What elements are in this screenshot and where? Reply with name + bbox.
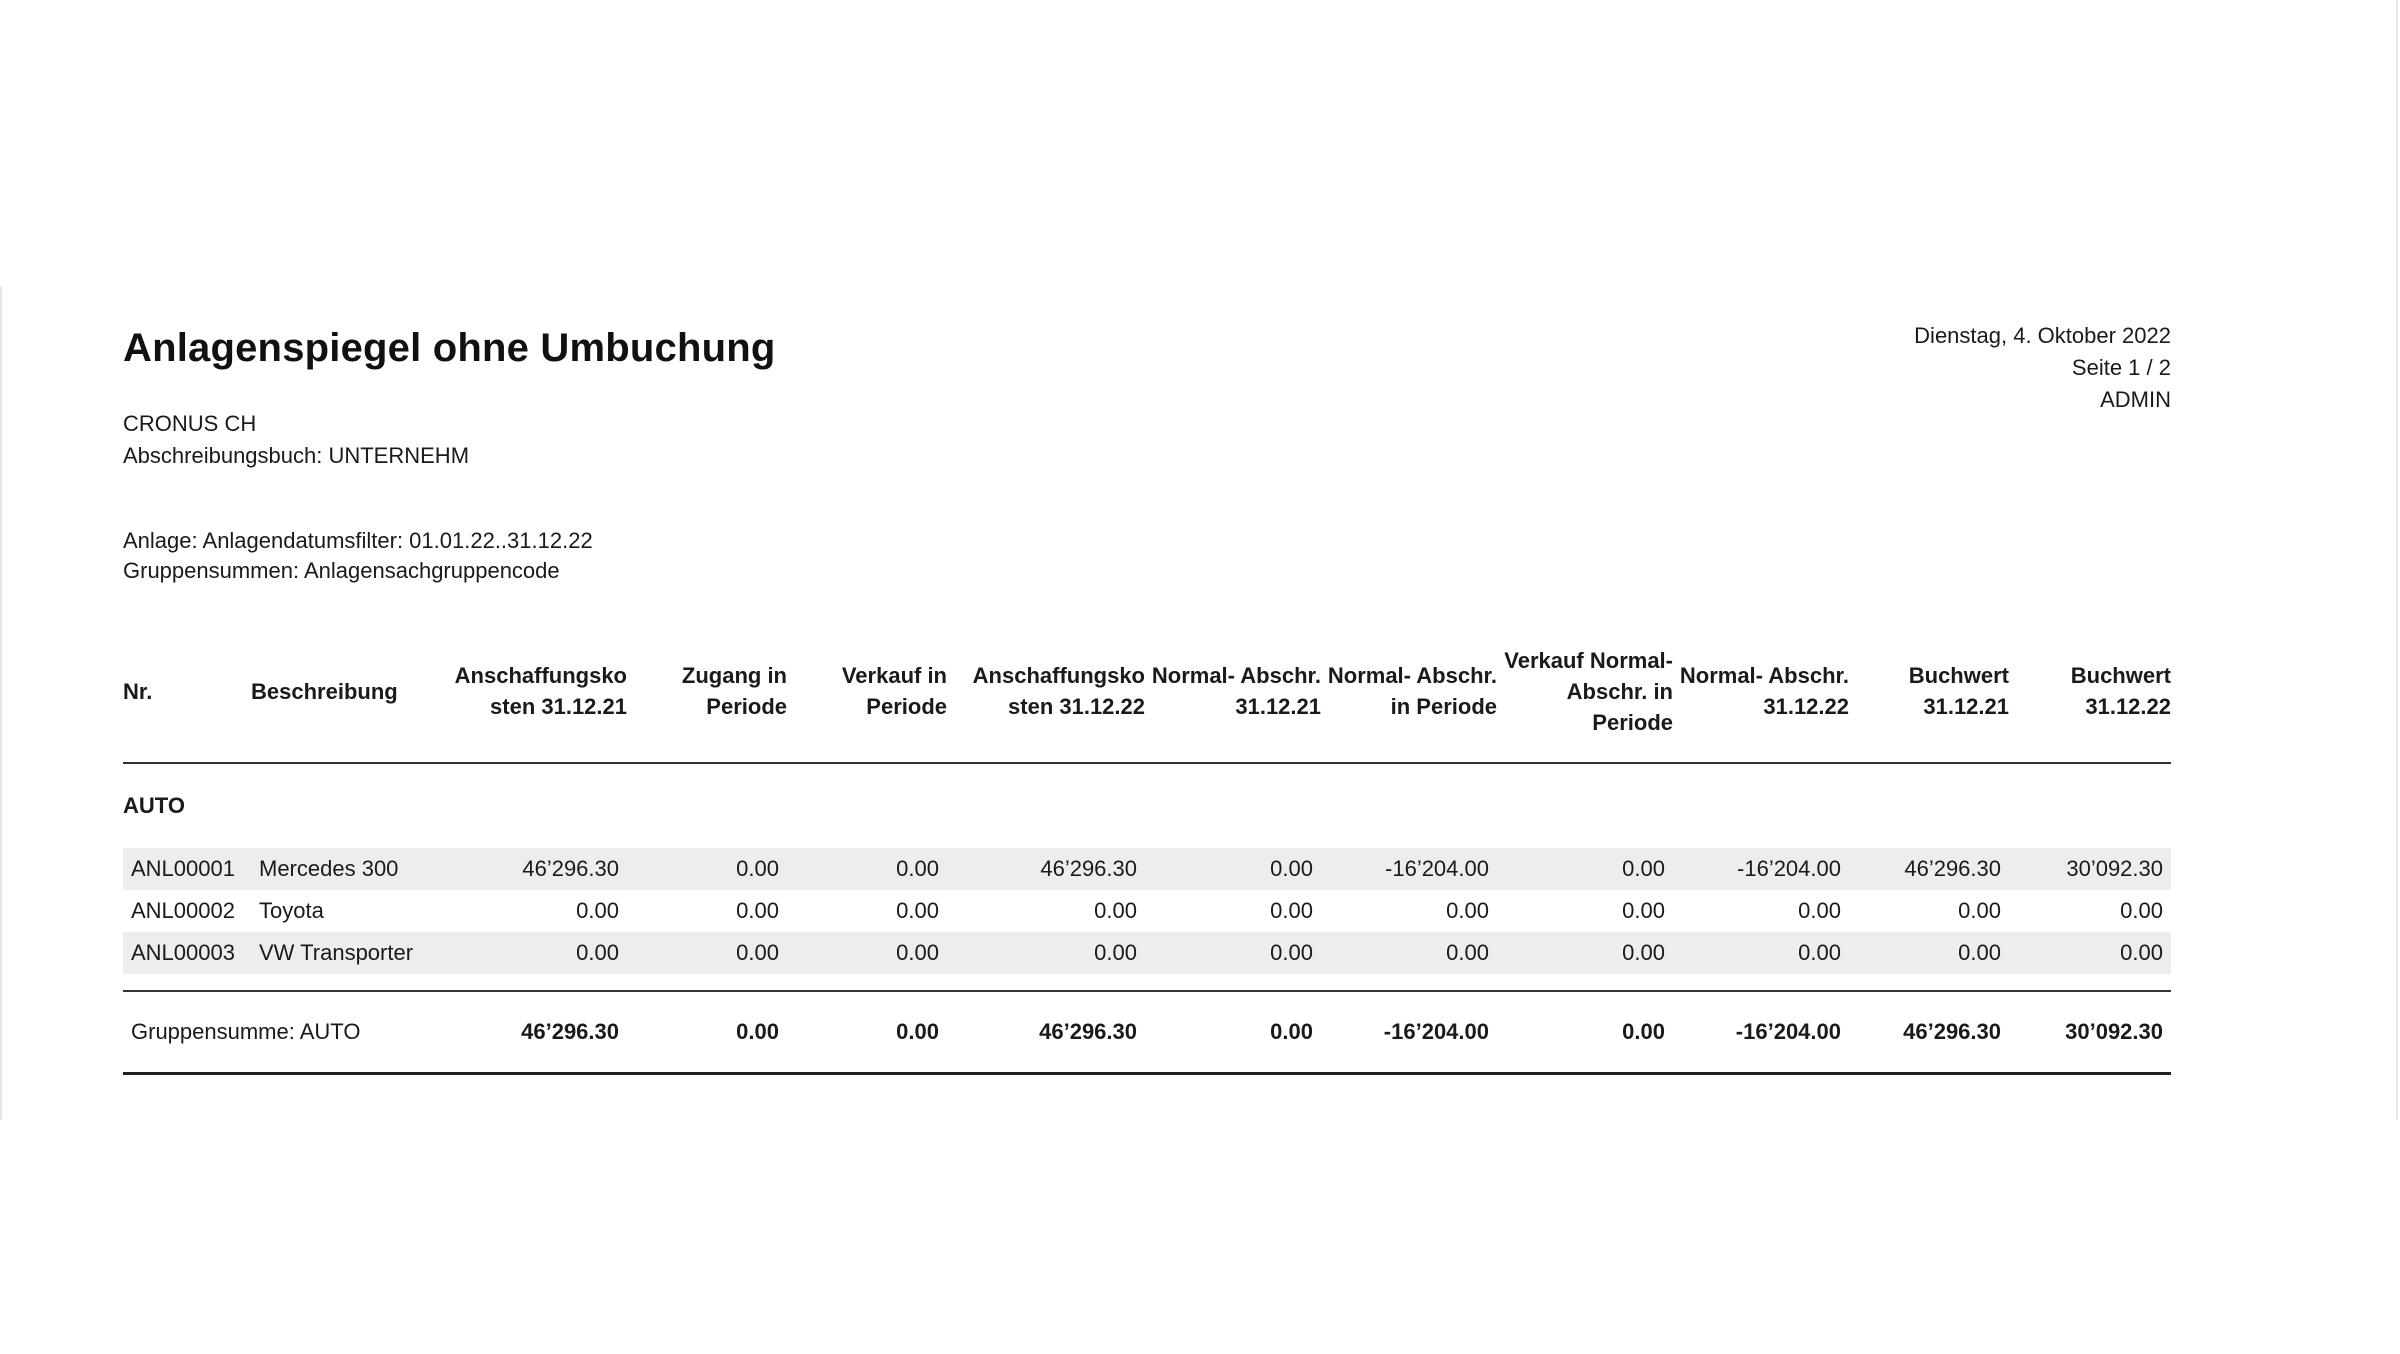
table-cell: 0.00	[1958, 898, 2001, 923]
table-cell: 0.00	[1145, 848, 1321, 890]
column-header	[1673, 620, 1849, 763]
total-cell: 46’296.30	[1849, 991, 2009, 1074]
total-cell: 30’092.30	[2009, 991, 2171, 1074]
asset-no: ANL00003	[123, 932, 251, 974]
table-cell: 0.00	[947, 932, 1145, 974]
column-header	[1321, 620, 1497, 763]
group-total-row	[123, 991, 2171, 1074]
column-header-text: Verkauf Normal- Abschr. in Periode	[1504, 647, 1673, 735]
column-header-text: Buchwert 31.12.21	[1908, 663, 2009, 719]
table-cell: 0.00	[896, 898, 939, 923]
company-name: CRONUS CH	[123, 411, 257, 436]
total-cell: -16’204.00	[1673, 991, 1849, 1074]
table-cell: 0.00	[1094, 898, 1137, 923]
total-cell: 0.00	[1497, 991, 1673, 1074]
table-row	[123, 890, 2171, 932]
total-cell: 46’296.30	[947, 991, 1145, 1074]
table-cell: 0.00	[627, 848, 787, 890]
asset-no: ANL00001	[123, 848, 251, 890]
table-row	[123, 932, 2171, 974]
column-header	[1497, 620, 1673, 763]
column-header	[787, 620, 947, 763]
total-cell: 0.00	[787, 991, 947, 1074]
column-header-text: Zugang in Periode	[681, 663, 787, 719]
table-cell: 0.00	[576, 898, 619, 923]
asset-table	[123, 620, 2171, 1075]
asset-description: Toyota	[259, 898, 324, 923]
table-cell: 0.00	[1497, 932, 1673, 974]
total-cell: -16’204.00	[1321, 991, 1497, 1074]
table-cell: 0.00	[2120, 898, 2163, 923]
table-cell: 0.00	[2009, 932, 2171, 974]
column-header	[447, 620, 627, 763]
column-header-text: Anschaffungsko sten 31.12.21	[454, 663, 627, 719]
table-cell: 0.00	[1849, 932, 2009, 974]
table-cell: 0.00	[787, 932, 947, 974]
column-header: Beschreibung	[251, 620, 447, 763]
table-cell: 46’296.30	[947, 848, 1145, 890]
column-header-text: Normal- Abschr. 31.12.21	[1151, 663, 1321, 719]
table-cell: 46’296.30	[447, 848, 627, 890]
page-edge-right	[2396, 0, 2398, 1120]
divider-row	[123, 974, 2171, 991]
total-cell: 46’296.30	[447, 991, 627, 1074]
table-cell: -16’204.00	[1673, 848, 1849, 890]
asset-no: ANL00002	[131, 898, 235, 923]
table-cell: 0.00	[1497, 848, 1673, 890]
table-cell: 0.00	[1446, 898, 1489, 923]
table-cell: 0.00	[736, 898, 779, 923]
table-cell: 0.00	[1270, 898, 1313, 923]
asset-description: Mercedes 300	[251, 848, 447, 890]
group-label: AUTO	[123, 793, 185, 818]
column-header	[1145, 620, 1321, 763]
table-cell: -16’204.00	[1321, 848, 1497, 890]
company-block	[123, 408, 469, 472]
report-header-info	[1914, 320, 2171, 416]
report-date: Dienstag, 4. Oktober 2022	[1914, 323, 2171, 348]
page-number: Seite 1 / 2	[2071, 355, 2171, 380]
column-header-text: Anschaffungsko sten 31.12.22	[972, 663, 1145, 719]
table-cell: 0.00	[1798, 898, 1841, 923]
column-header: Nr.	[123, 620, 251, 763]
table-cell: 0.00	[447, 932, 627, 974]
group-total-label: Gruppensumme: AUTO	[123, 991, 447, 1074]
divider	[123, 974, 2171, 991]
table-cell: 0.00	[1622, 898, 1665, 923]
column-header	[627, 620, 787, 763]
table-cell: 0.00	[627, 932, 787, 974]
total-cell: 0.00	[627, 991, 787, 1074]
user-id: ADMIN	[2100, 387, 2171, 412]
report-title: Anlagenspiegel ohne Umbuchung	[123, 326, 776, 370]
table-cell: 0.00	[1321, 932, 1497, 974]
column-header-text: Normal- Abschr. in Periode	[1327, 663, 1497, 719]
filter-block	[123, 526, 593, 586]
group-row	[123, 763, 2171, 848]
group-totals-info: Gruppensummen: Anlagensachgruppencode	[123, 558, 560, 583]
column-header-text: Buchwert 31.12.22	[2070, 663, 2171, 719]
date-filter: Anlage: Anlagendatumsfilter: 01.01.22..31.12.22	[123, 528, 593, 553]
asset-description: VW Transporter	[251, 932, 447, 974]
column-header	[947, 620, 1145, 763]
depreciation-book: Abschreibungsbuch: UNTERNEHM	[123, 443, 470, 468]
page-edge-left	[0, 286, 2, 1120]
table-cell: 30’092.30	[2009, 848, 2171, 890]
table-cell: 46’296.30	[1849, 848, 2009, 890]
column-header	[2009, 620, 2171, 763]
table-cell: 0.00	[1673, 932, 1849, 974]
table-header-row	[123, 620, 2171, 763]
table-cell: 0.00	[787, 848, 947, 890]
column-header	[1849, 620, 2009, 763]
total-cell: 0.00	[1145, 991, 1321, 1074]
column-header-text: Verkauf in Periode	[841, 663, 947, 719]
table-cell: 0.00	[1145, 932, 1321, 974]
column-header-text: Normal- Abschr. 31.12.22	[1679, 663, 1849, 719]
table-row	[123, 848, 2171, 890]
